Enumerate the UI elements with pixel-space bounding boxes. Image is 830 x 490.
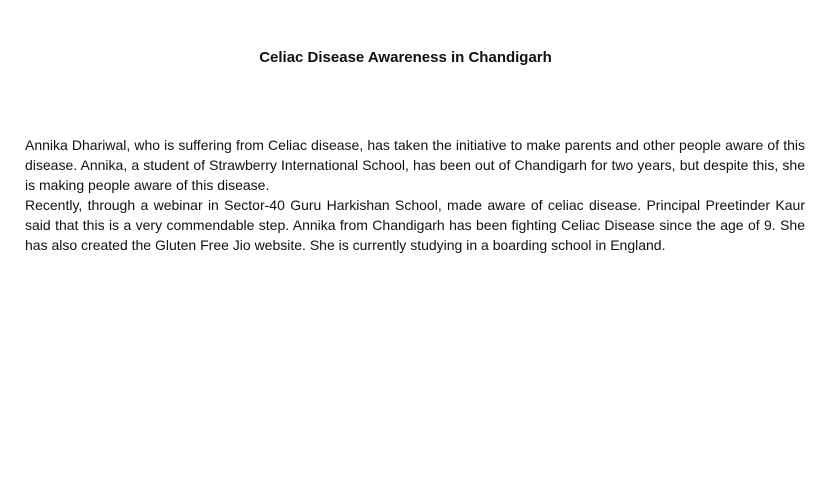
paragraph-1: Annika Dhariwal, who is suffering from Celiac disease, has taken the initiative to make parents and other people aware of this disease. Annika, a student of Strawberry International School, has been out of Chandigarh for two years, but despite this, she is making people aware of this disease. xyxy=(25,137,805,193)
document-body xyxy=(25,135,805,255)
document-title: Celiac Disease Awareness in Chandigarh xyxy=(259,49,552,66)
paragraph-2: Recently, through a webinar in Sector-40 Guru Harkishan School, made aware of celiac disease. Principal Preetinder Kaur said that this is a very commendable step. Annika from Chandigarh has been fighting Celiac Disease since the age of 9. She has also created the Gluten Free Jio website. She is currently studying in a boarding school in England. xyxy=(25,197,805,253)
